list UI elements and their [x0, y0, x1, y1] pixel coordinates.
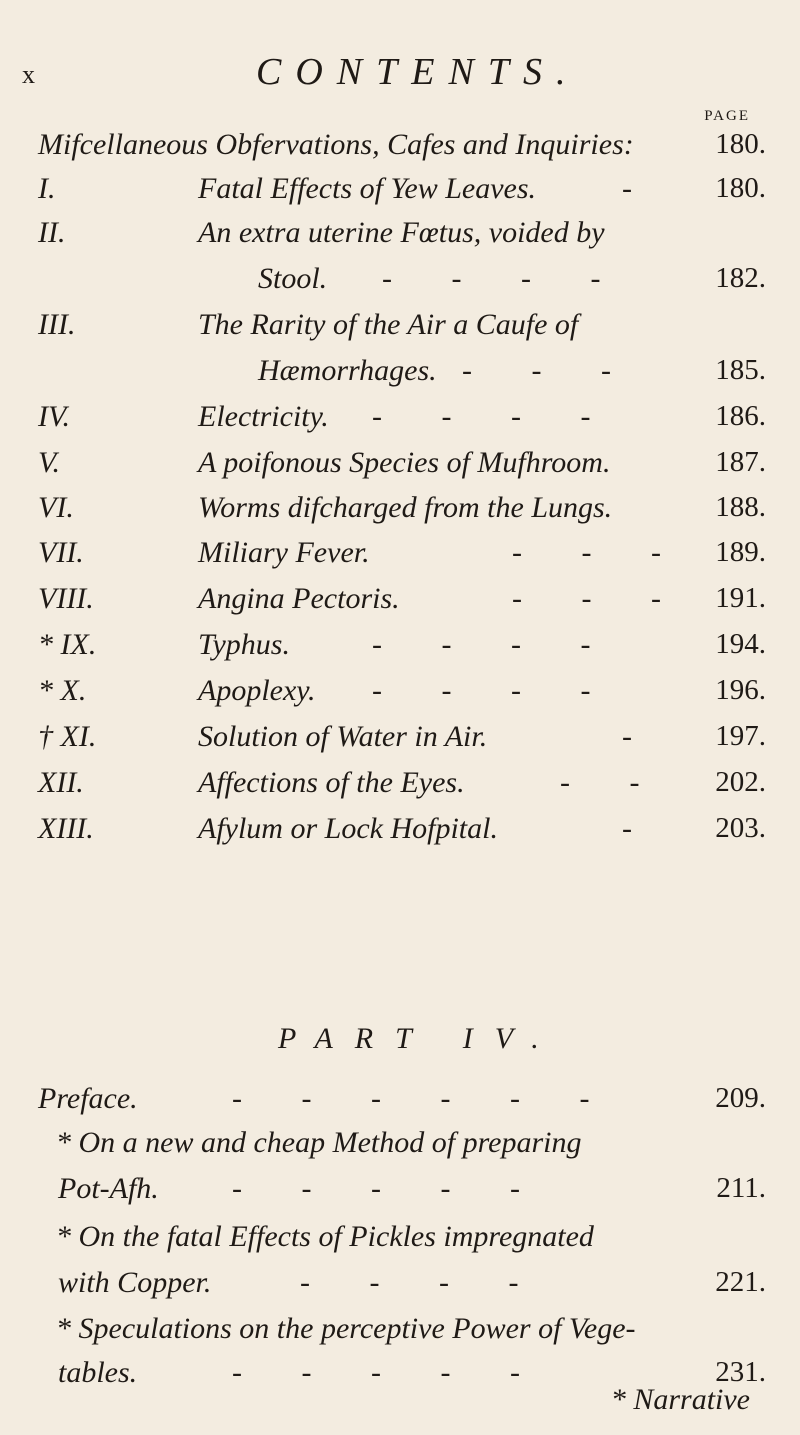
entry-page: 194. — [715, 628, 766, 660]
entry-page: 211. — [716, 1172, 766, 1204]
entry-leaders: - — [622, 172, 658, 205]
entry-title: Afylum or Lock Hofpital. — [198, 812, 498, 845]
toc-entry — [0, 582, 800, 622]
entry-title: Affections of the Eyes. — [198, 766, 465, 799]
catchword: * Narrative — [610, 1383, 750, 1416]
entry-page: 209. — [715, 1082, 766, 1114]
entry-title: Pot-Afh. — [58, 1172, 159, 1205]
entry-title: * Speculations on the perceptive Power of Vege- — [56, 1312, 636, 1345]
entry-page: 197. — [715, 720, 766, 752]
entry-page: 203. — [715, 812, 766, 844]
entry-title: Miliary Fever. — [198, 536, 370, 569]
toc-entry — [0, 446, 800, 486]
entry-title: Stool. — [258, 262, 328, 295]
entry-title: * On the fatal Effects of Pickles impregnated — [56, 1220, 594, 1253]
part-heading: PART IV. — [278, 1022, 561, 1055]
entry-number: VII. — [38, 536, 84, 569]
entry-title: Preface. — [38, 1082, 138, 1115]
entry-title: Fatal Effects of Yew Leaves. — [198, 172, 537, 205]
toc-entry — [0, 400, 800, 440]
entry-title: An extra uterine Fœtus, voided by — [198, 216, 605, 249]
entry-leaders: - - - — [462, 354, 637, 387]
entry-page: 182. — [715, 262, 766, 294]
entry-number: VI. — [38, 491, 74, 524]
entry-title: Angina Pectoris. — [198, 582, 400, 615]
entry-title: Mifcellaneous Obfervations, Cafes and Inquiries: — [38, 128, 634, 161]
toc-entry — [0, 128, 800, 168]
entry-number: IV. — [38, 400, 70, 433]
entry-number: VIII. — [38, 582, 94, 615]
toc-entry — [0, 172, 800, 212]
toc-entry-continuation — [0, 354, 800, 394]
entry-number: † XI. — [38, 720, 97, 753]
entry-leaders: - - — [560, 766, 666, 799]
entry-leaders: - - - - — [372, 400, 617, 433]
page-header — [0, 50, 800, 100]
toc-entry — [0, 216, 800, 256]
toc-entry-continuation — [0, 262, 800, 302]
entry-title: tables. — [58, 1356, 138, 1389]
entry-title: Typhus. — [198, 628, 290, 661]
entry-leaders: - - - — [512, 582, 687, 615]
folio-numeral: x — [22, 60, 35, 89]
entry-page: 186. — [715, 400, 766, 432]
toc-entry — [0, 628, 800, 668]
entry-page: 231. — [715, 1356, 766, 1388]
entry-page: 188. — [715, 491, 766, 523]
toc-entry — [0, 1312, 800, 1352]
entry-page: 185. — [715, 354, 766, 386]
entry-page: 189. — [715, 536, 766, 568]
entry-page: 180. — [715, 172, 766, 204]
entry-number: III. — [38, 308, 76, 341]
entry-number: XII. — [38, 766, 84, 799]
entry-number: I. — [38, 172, 56, 205]
entry-leaders: - - - - - - — [232, 1082, 616, 1115]
entry-page: 187. — [715, 446, 766, 478]
entry-leaders: - — [622, 812, 658, 845]
entry-leaders: - - - - — [382, 262, 627, 295]
toc-entry — [0, 1220, 800, 1260]
entry-title: with Copper. — [58, 1266, 212, 1299]
entry-number: * IX. — [38, 628, 97, 661]
entry-number: II. — [38, 216, 66, 249]
entry-leaders: - - - - — [372, 674, 617, 707]
entry-title: Electricity. — [198, 400, 329, 433]
entry-title: Worms difcharged from the Lungs. — [198, 491, 613, 524]
toc-entry-continuation — [0, 1266, 800, 1306]
entry-page: 180. — [715, 128, 766, 160]
running-title: CONTENTS. — [256, 51, 580, 93]
entry-leaders: - - - - - — [232, 1356, 546, 1389]
toc-entry — [0, 491, 800, 531]
entry-title: * On a new and cheap Method of preparing — [56, 1126, 582, 1159]
toc-entry — [0, 536, 800, 576]
entry-page: 202. — [715, 766, 766, 798]
toc-entry-continuation — [0, 1172, 800, 1212]
entry-title: Hæmorrhages. — [258, 354, 437, 387]
entry-leaders: - - - - — [372, 628, 617, 661]
entry-title: Apoplexy. — [198, 674, 316, 707]
entry-number: * X. — [38, 674, 87, 707]
entry-page: 196. — [715, 674, 766, 706]
toc-entry — [0, 720, 800, 760]
entry-title: A poifonous Species of Mufhroom. — [198, 446, 611, 479]
toc-entry — [0, 674, 800, 714]
entry-title: Solution of Water in Air. — [198, 720, 488, 753]
entry-leaders: - - - - — [300, 1266, 545, 1299]
entry-number: V. — [38, 446, 60, 479]
entry-title: The Rarity of the Air a Caufe of — [198, 308, 579, 341]
entry-page: 221. — [715, 1266, 766, 1298]
entry-number: XIII. — [38, 812, 94, 845]
entry-leaders: - — [622, 720, 658, 753]
entry-leaders: - - - - - — [232, 1172, 546, 1205]
entry-leaders: - - - — [512, 536, 687, 569]
page-column-label: PAGE — [704, 108, 750, 124]
toc-entry — [0, 812, 800, 852]
toc-entry — [0, 1126, 800, 1166]
toc-entry — [0, 1082, 800, 1122]
toc-entry — [0, 766, 800, 806]
entry-page: 191. — [715, 582, 766, 614]
toc-entry — [0, 308, 800, 348]
